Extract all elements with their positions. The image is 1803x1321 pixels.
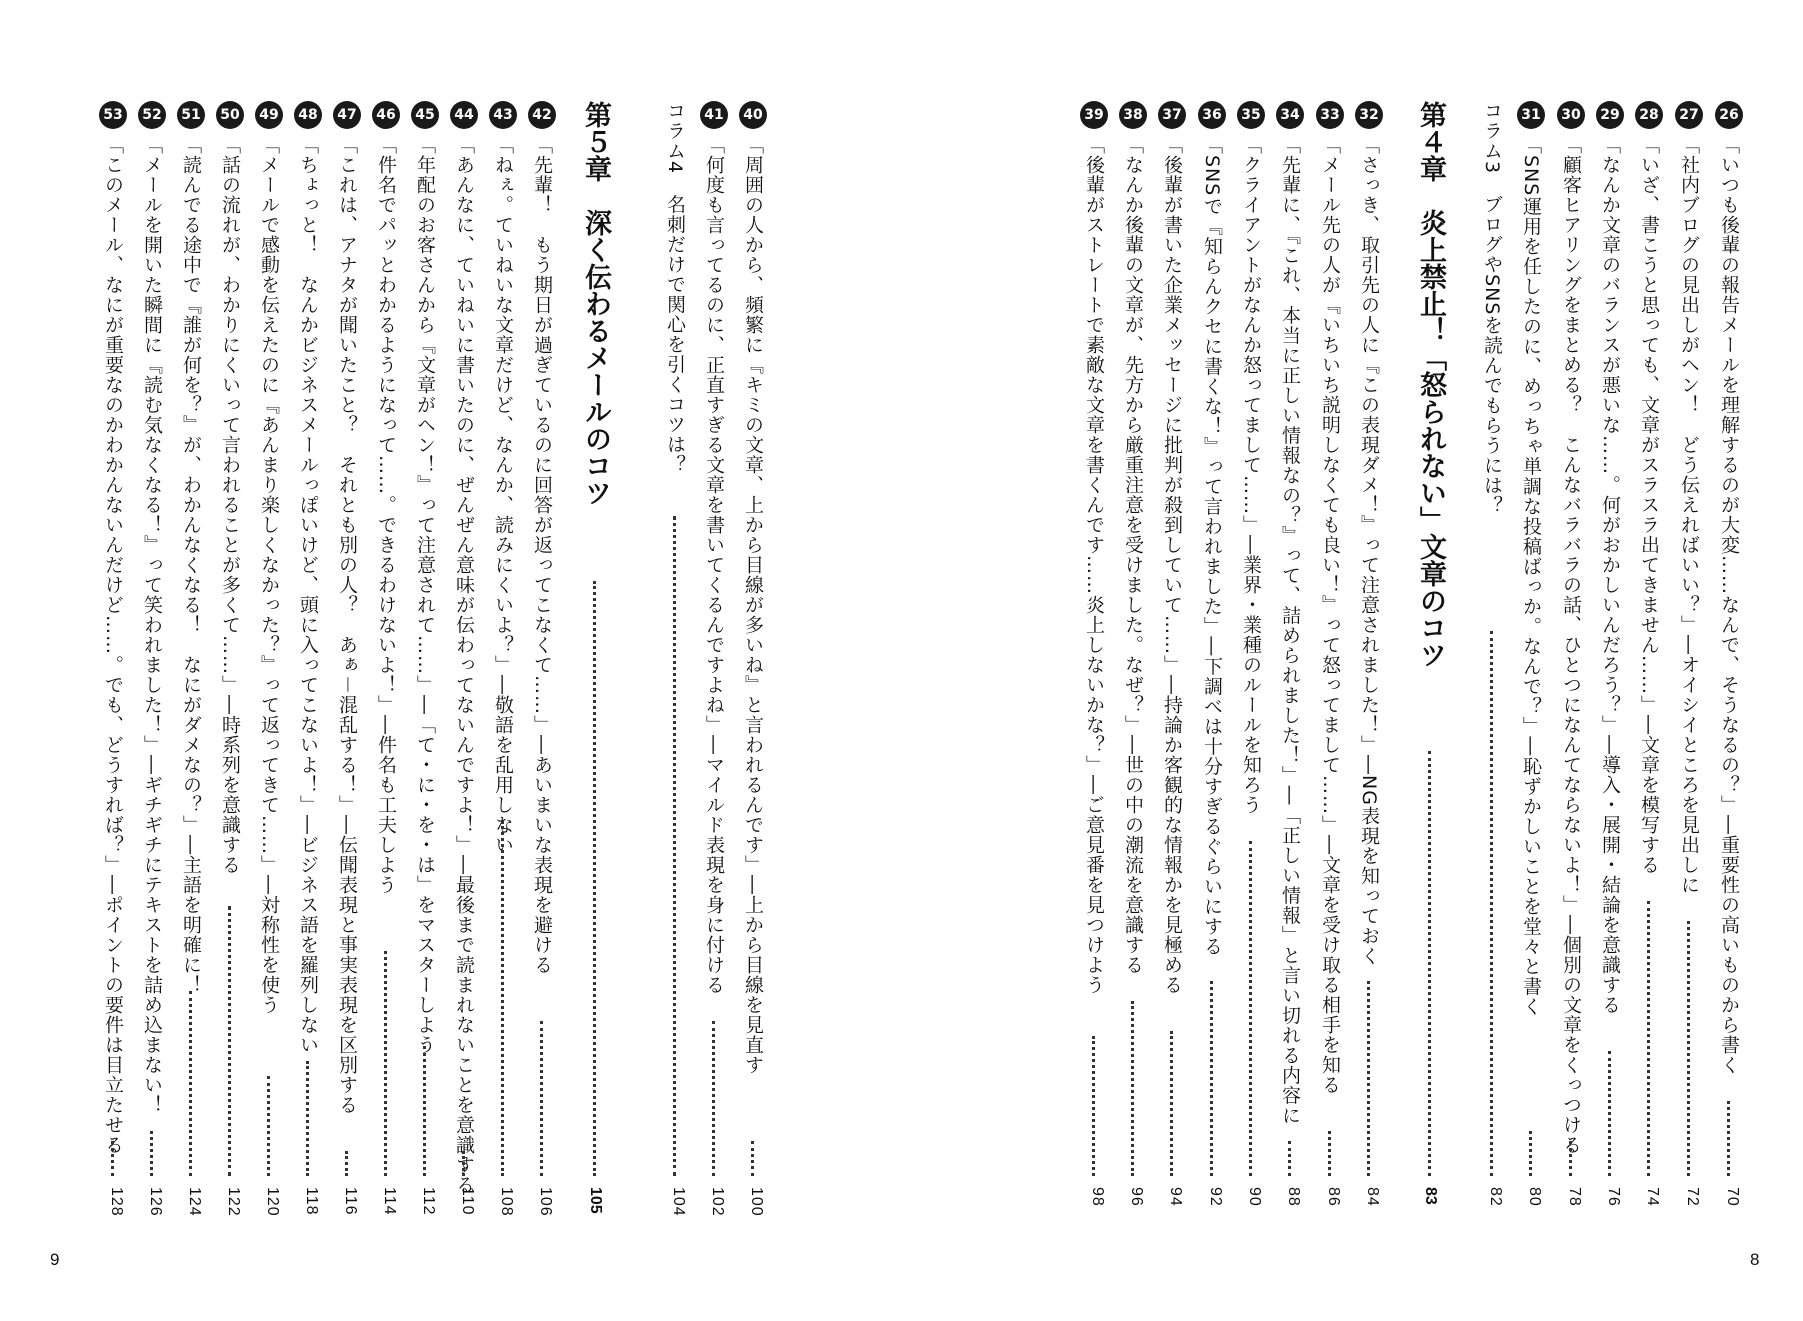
entry-page-number: 72 (1684, 1187, 1701, 1207)
entry-number-badge: 53 (99, 101, 127, 129)
dot-leader (1210, 981, 1213, 1176)
dot-leader (501, 821, 504, 1176)
entry-title: 「先輩に、『これ、本当に正しい情報なの？』って、詰められました！」―「正しい情報」と言い切れる内容に (1279, 135, 1301, 1126)
entry-number-badge: 47 (333, 101, 361, 129)
entry-title: 「読んでる途中で『誰が何を？』が、わかんなくなる！ なにがダメなの？」―主語を明確に！ (180, 135, 202, 995)
entry-title: 「クライアントがなんか怒ってまして……」―業界・業種のルールを知ろう (1240, 135, 1262, 815)
dot-leader (1727, 1101, 1730, 1176)
entry-title: 「なんか文章のバランスが悪いな……。何がおかしいんだろう？」―導入・展開・結論を意識する (1599, 135, 1621, 1015)
dot-leader (111, 1141, 114, 1176)
entry-page-number: 106 (537, 1187, 554, 1217)
dot-leader (228, 906, 231, 1176)
entry-page-number: 126 (147, 1187, 164, 1217)
entry-number-badge: 26 (1715, 101, 1743, 129)
entry-page-number: 70 (1724, 1187, 1741, 1207)
entry-title: 「後輩が書いた企業メッセージに批判が殺到していて……」―持論か客観的な情報かを見極める (1161, 135, 1183, 995)
entry-number-badge: 48 (294, 101, 322, 129)
dot-leader (1428, 751, 1431, 1176)
dot-leader (1490, 631, 1493, 1176)
entry-number-badge: 37 (1158, 101, 1186, 129)
entry-number-badge: 35 (1237, 101, 1265, 129)
entry-page-number: 98 (1089, 1187, 1106, 1207)
dot-leader (712, 1021, 715, 1176)
dot-leader (673, 516, 676, 1176)
toc-entry (96, 101, 130, 1241)
toc-entry (525, 101, 559, 1241)
dot-leader (1092, 1036, 1095, 1176)
entry-title: 「件名でパッとわかるようになって……。できるわけないよ！」―件名も工夫しよう (375, 135, 397, 895)
toc-entry (1593, 101, 1627, 1241)
toc-entry (330, 101, 364, 1241)
entry-number-badge: 44 (450, 101, 478, 129)
toc-entry (1632, 101, 1666, 1241)
chapter-title: 第４章 炎上禁止！「怒られない」文章のコツ (1415, 101, 1446, 668)
entry-title: 「いつも後輩の報告メールを理解するのが大変……なんで、そうなるの？」―重要性の高いものから書く (1718, 135, 1740, 1075)
dot-leader (1687, 921, 1690, 1176)
entry-number-badge: 28 (1635, 101, 1663, 129)
entry-title: 「あんなに、ていねいに書いたのに、ぜんぜん意味が伝わってないんですよ！」―最後まで読まれないことを意識する (453, 135, 475, 1195)
entry-title: 「メールを開いた瞬間に『読む気なくなる！』って笑われました！」―ギチギチにテキストを詰め込まない！ (141, 135, 163, 1115)
dot-leader (1249, 841, 1252, 1176)
entry-number-badge: 39 (1080, 101, 1108, 129)
entry-number-badge: 52 (138, 101, 166, 129)
entry-title: 「ねぇ。ていねいな文章だけど、なんか、読みにくいよ？」―敬語を乱用しない (492, 135, 514, 855)
dot-leader (462, 1151, 465, 1176)
toc-entry (1514, 101, 1548, 1241)
entry-number-badge: 45 (411, 101, 439, 129)
entry-title: 「後輩がストレートで素敵な文章を書くんです……炎上しないかな？」―ご意見番を見つけよう (1083, 135, 1105, 995)
entry-number-badge: 38 (1119, 101, 1147, 129)
toc-entry (1712, 101, 1746, 1241)
dot-leader (593, 581, 596, 1176)
entry-number-badge: 31 (1517, 101, 1545, 129)
dot-leader (1367, 981, 1370, 1176)
entry-page-number: 78 (1566, 1187, 1583, 1207)
toc-entry (1116, 101, 1150, 1241)
entry-page-number: 116 (342, 1187, 359, 1216)
entry-title: 「さっき、取引先の人に『この表現ダメ！』って注意されました！」―NG表現を知っておく (1358, 135, 1380, 966)
entry-page-number: 83 (1422, 1187, 1439, 1205)
toc-entry (213, 101, 247, 1241)
toc-column-entry (658, 101, 692, 1241)
dot-leader (384, 951, 387, 1176)
toc-page-left (0, 0, 900, 1321)
dot-leader (150, 1131, 153, 1176)
entry-page-number: 90 (1246, 1187, 1263, 1207)
entry-number-badge: 33 (1316, 101, 1344, 129)
entry-title: 「SNSで『知らんクセに書くな！』って言われました」―下調べは十分すぎるぐらいにする (1201, 135, 1223, 957)
entry-title: 「このメール、なにが重要なのかわかんないんだけど……。でも、どうすれば？」―ポイントの要件は目立たせる (102, 135, 124, 1155)
entry-page-number: 82 (1487, 1187, 1504, 1207)
entry-page-number: 105 (587, 1187, 604, 1214)
dot-leader (1569, 1141, 1572, 1176)
entry-number-badge: 32 (1355, 101, 1383, 129)
entry-number-badge: 27 (1675, 101, 1703, 129)
dot-leader (1170, 1031, 1173, 1176)
entry-page-number: 122 (225, 1187, 242, 1217)
dot-leader (751, 1141, 754, 1176)
entry-title: 「なんか後輩の文章が、先方から厳重注意を受けました。なぜ？」―世の中の潮流を意識する (1122, 135, 1144, 975)
entry-page-number: 100 (748, 1187, 765, 1217)
entry-title: 「顧客ヒアリングをまとめる？ こんなバラバラの話、ひとつになんてならないよ！」―個別の文章をくっつける (1560, 135, 1582, 1155)
entry-number-badge: 40 (739, 101, 767, 129)
entry-title: 「年配のお客さんから『文章がヘン！』って注意されて……」―「て・に・を・は」をマスターしよう (414, 135, 436, 1055)
toc-entry (252, 101, 286, 1241)
dot-leader (423, 1046, 426, 1176)
toc-entry (135, 101, 169, 1241)
entry-title: 「SNS運用を任したのに、めっちゃ単調な投稿ばっか。なんで？」―恥ずかしいことを堂々と書く (1520, 135, 1542, 1017)
dot-leader (306, 1061, 309, 1176)
entry-page-number: 102 (709, 1187, 726, 1217)
page-folio: 8 (1750, 1250, 1760, 1269)
entry-page-number: 84 (1364, 1187, 1381, 1207)
entry-number-badge: 50 (216, 101, 244, 129)
entry-number-badge: 29 (1596, 101, 1624, 129)
dot-leader (540, 1021, 543, 1176)
dot-leader (189, 991, 192, 1176)
entry-page-number: 86 (1325, 1187, 1342, 1207)
entry-title: 「周囲の人から、頻繁に『キミの文章、上から目線が多いね』と言われるんです」―上から目線を見直す (742, 135, 764, 1075)
entry-page-number: 124 (186, 1187, 203, 1217)
entry-page-number: 104 (670, 1187, 687, 1217)
toc-entry (1554, 101, 1588, 1241)
entry-page-number: 114 (381, 1187, 398, 1216)
entry-number-badge: 51 (177, 101, 205, 129)
entry-page-number: 74 (1644, 1187, 1661, 1207)
dot-leader (1529, 1131, 1532, 1176)
chapter-title: 第５章 深く伝わるメールのコツ (580, 101, 611, 506)
entry-title: 「話の流れが、わかりにくいって言われることが多くて……」―時系列を意識する (219, 135, 241, 875)
entry-page-number: 96 (1128, 1187, 1145, 1207)
entry-page-number: 108 (498, 1187, 515, 1217)
toc-column-entry (1475, 101, 1509, 1241)
toc-entry (408, 101, 442, 1241)
toc-entry (1352, 101, 1386, 1241)
entry-page-number: 110 (459, 1187, 476, 1216)
toc-entry (1234, 101, 1268, 1241)
toc-entry (736, 101, 770, 1241)
toc-entry (697, 101, 731, 1241)
entry-title: 「メール先の人が『いちいち説明しなくても良い！』って怒ってまして……」―文章を受け取る相手を知る (1319, 135, 1341, 1095)
toc-entry (1077, 101, 1111, 1241)
entry-page-number: 94 (1167, 1187, 1184, 1207)
entry-title: 「ちょっと！ なんかビジネスメールっぽいけど、頭に入ってこないよ！」―ビジネス語を羅列しない (297, 135, 319, 1055)
entry-page-number: 118 (303, 1187, 320, 1216)
entry-page-number: 88 (1285, 1187, 1302, 1207)
dot-leader (1647, 901, 1650, 1176)
dot-leader (1131, 1001, 1134, 1176)
entry-title: 「先輩！ もう期日が過ぎているのに回答が返ってこなくて……」―あいまいな表現を避ける (531, 135, 553, 975)
chapter-heading (1410, 101, 1450, 1241)
entry-number-badge: 49 (255, 101, 283, 129)
toc-entry (486, 101, 520, 1241)
entry-page-number: 92 (1207, 1187, 1224, 1207)
toc-entry (1672, 101, 1706, 1241)
chapter-heading (575, 101, 615, 1241)
toc-entry (291, 101, 325, 1241)
column-title: コラム4 名刺だけで関心を引くコツは？ (664, 101, 686, 475)
toc-entry (174, 101, 208, 1241)
toc-entry (1155, 101, 1189, 1241)
entry-number-badge: 30 (1557, 101, 1585, 129)
dot-leader (1328, 1131, 1331, 1176)
entry-title: 「これは、アナタが聞いたこと？ それとも別の人？ あぁ－混乱する！」―伝聞表現と事実表現を区別する (336, 135, 358, 1116)
toc-entry (369, 101, 403, 1241)
entry-page-number: 80 (1526, 1187, 1543, 1207)
toc-entry (1273, 101, 1307, 1241)
dot-leader (1288, 1141, 1291, 1176)
entry-page-number: 112 (420, 1187, 437, 1216)
toc-page-right (900, 0, 1800, 1321)
entry-title: 「メールで感動を伝えたのに『あんまり楽しくなかった？』って返ってきて……」―対称性を使う (258, 135, 280, 1015)
entry-page-number: 120 (264, 1187, 281, 1217)
entry-number-badge: 34 (1276, 101, 1304, 129)
entry-page-number: 128 (108, 1187, 125, 1217)
entry-number-badge: 36 (1198, 101, 1226, 129)
column-title: コラム3 ブログやSNSを読んでもらうには？ (1481, 101, 1503, 516)
dot-leader (1608, 1051, 1611, 1176)
entry-number-badge: 41 (700, 101, 728, 129)
entry-number-badge: 46 (372, 101, 400, 129)
entry-title: 「何度も言ってるのに、正直すぎる文章を書いてくるんですよね」―マイルド表現を身に付ける (703, 135, 725, 995)
toc-entry (1313, 101, 1347, 1241)
entry-number-badge: 43 (489, 101, 517, 129)
page-folio: 9 (50, 1250, 60, 1269)
entry-title: 「いざ、書こうと思っても、文章がスラスラ出てきません……」―文章を模写する (1638, 135, 1660, 875)
entry-number-badge: 42 (528, 101, 556, 129)
entry-page-number: 76 (1605, 1187, 1622, 1207)
dot-leader (267, 1076, 270, 1176)
toc-entry (1195, 101, 1229, 1241)
toc-entry (447, 101, 481, 1241)
dot-leader (345, 1151, 348, 1176)
entry-title: 「社内ブログの見出しがヘン！ どう伝えればいい？」―オイシイところを見出しに (1678, 135, 1700, 895)
